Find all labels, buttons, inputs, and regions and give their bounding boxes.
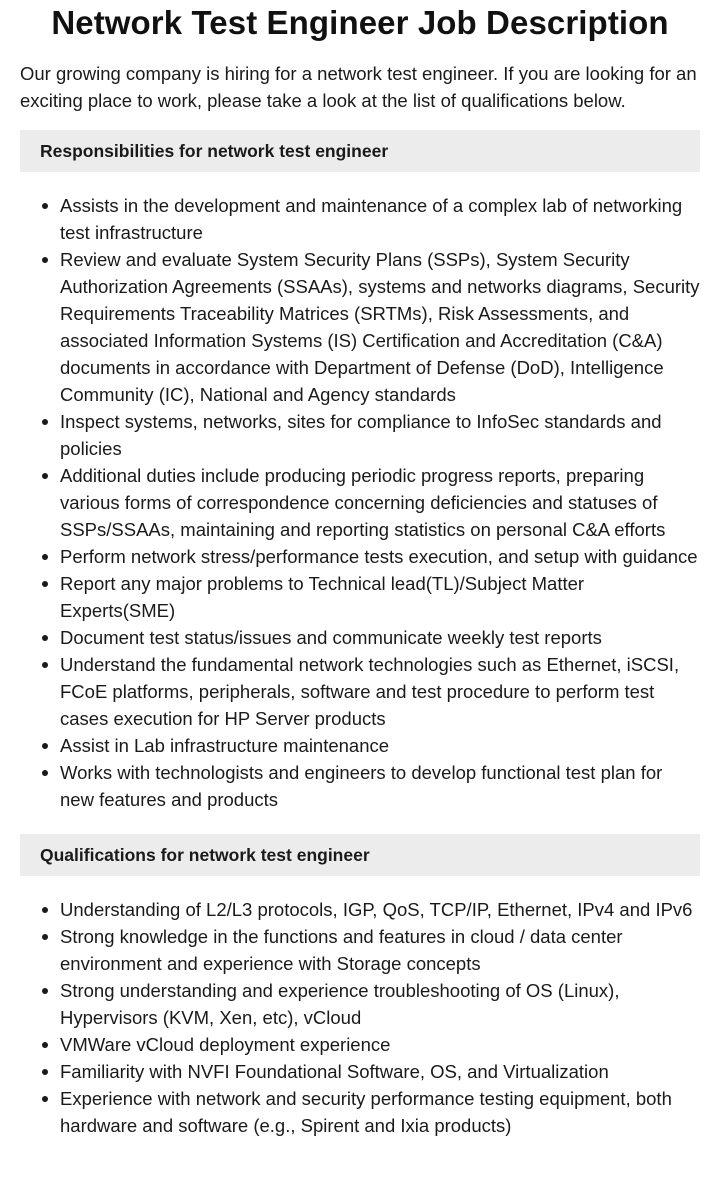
responsibilities-list <box>20 192 700 813</box>
list-item <box>20 543 700 570</box>
qualifications-header: Qualifications for network test engineer <box>20 834 700 876</box>
list-item-text: Strong understanding and experience troubleshooting of OS (Linux), Hypervisors (KVM, Xen, etc), vCloud <box>60 980 620 1028</box>
list-item-text: Works with technologists and engineers to develop functional test plan for new features and products <box>60 762 663 810</box>
list-item <box>20 1058 700 1085</box>
list-item-text: Perform network stress/performance tests execution, and setup with guidance <box>60 546 698 567</box>
qualifications-list <box>20 896 700 1139</box>
list-item-text: Assist in Lab infrastructure maintenance <box>60 735 390 756</box>
list-item <box>20 977 700 1031</box>
list-item <box>20 1085 700 1139</box>
list-item-text: Strong knowledge in the functions and features in cloud / data center environment and experience with Storage concepts <box>60 926 623 974</box>
bullet-icon <box>42 770 48 776</box>
list-item-text: Report any major problems to Technical lead(TL)/Subject Matter Experts(SME) <box>60 573 585 621</box>
list-item <box>20 1031 700 1058</box>
list-item-text: Understand the fundamental network technologies such as Ethernet, iSCSI, FCoE platforms, peripherals, software and test procedure to perform test cases execution for HP Server products <box>60 654 680 729</box>
list-item-text: Understanding of L2/L3 protocols, IGP, QoS, TCP/IP, Ethernet, IPv4 and IPv6 <box>60 899 693 920</box>
page-title: Network Test Engineer Job Description <box>51 4 669 41</box>
bullet-icon <box>42 1096 48 1102</box>
bullet-icon <box>42 419 48 425</box>
bullet-icon <box>42 203 48 209</box>
section-spacer <box>20 813 700 818</box>
bullet-icon <box>42 473 48 479</box>
list-item-text: Review and evaluate System Security Plans (SSPs), System Security Authorization Agreements (SSAAs), systems and networks diagrams, Security Requirements Traceability Matrices (SRTMs), Risk Assessments, and associated Information Systems (IS) Certification and Accreditation (C&A) documents in accordance with Department of Defense (DoD), Intelligence Community (IC), National and Agency standards <box>60 249 700 405</box>
list-item <box>20 192 700 246</box>
bullet-icon <box>42 907 48 913</box>
bullet-icon <box>42 1069 48 1075</box>
bullet-icon <box>42 662 48 668</box>
responsibilities-header: Responsibilities for network test engineer <box>20 130 700 172</box>
list-item <box>20 408 700 462</box>
list-item <box>20 462 700 543</box>
bullet-icon <box>42 635 48 641</box>
bullet-icon <box>42 257 48 263</box>
list-item <box>20 246 700 408</box>
list-item-text: Additional duties include producing periodic progress reports, preparing various forms of correspondence concerning deficiencies and statuses of SSPs/SSAAs, maintaining and reporting statistics on personal C&A efforts <box>60 465 666 540</box>
bullet-icon <box>42 554 48 560</box>
list-item-text: VMWare vCloud deployment experience <box>60 1034 391 1055</box>
list-item <box>20 651 700 732</box>
list-item <box>20 896 700 923</box>
list-item <box>20 624 700 651</box>
list-item <box>20 759 700 813</box>
list-item-text: Experience with network and security performance testing equipment, both hardware and software (e.g., Spirent and Ixia products) <box>60 1088 672 1136</box>
bullet-icon <box>42 581 48 587</box>
list-item-text: Document test status/issues and communicate weekly test reports <box>60 627 602 648</box>
intro-paragraph: Our growing company is hiring for a network test engineer. If you are looking for an exciting place to work, please take a look at the list of qualifications below. <box>20 63 697 111</box>
bullet-icon <box>42 934 48 940</box>
bullet-icon <box>42 1042 48 1048</box>
bullet-icon <box>42 743 48 749</box>
bullet-icon <box>42 988 48 994</box>
list-item <box>20 923 700 977</box>
list-item-text: Inspect systems, networks, sites for compliance to InfoSec standards and policies <box>60 411 662 459</box>
list-item <box>20 570 700 624</box>
list-item-text: Assists in the development and maintenance of a complex lab of networking test infrastructure <box>60 195 683 243</box>
list-item-text: Familiarity with NVFI Foundational Software, OS, and Virtualization <box>60 1061 609 1082</box>
list-item <box>20 732 700 759</box>
